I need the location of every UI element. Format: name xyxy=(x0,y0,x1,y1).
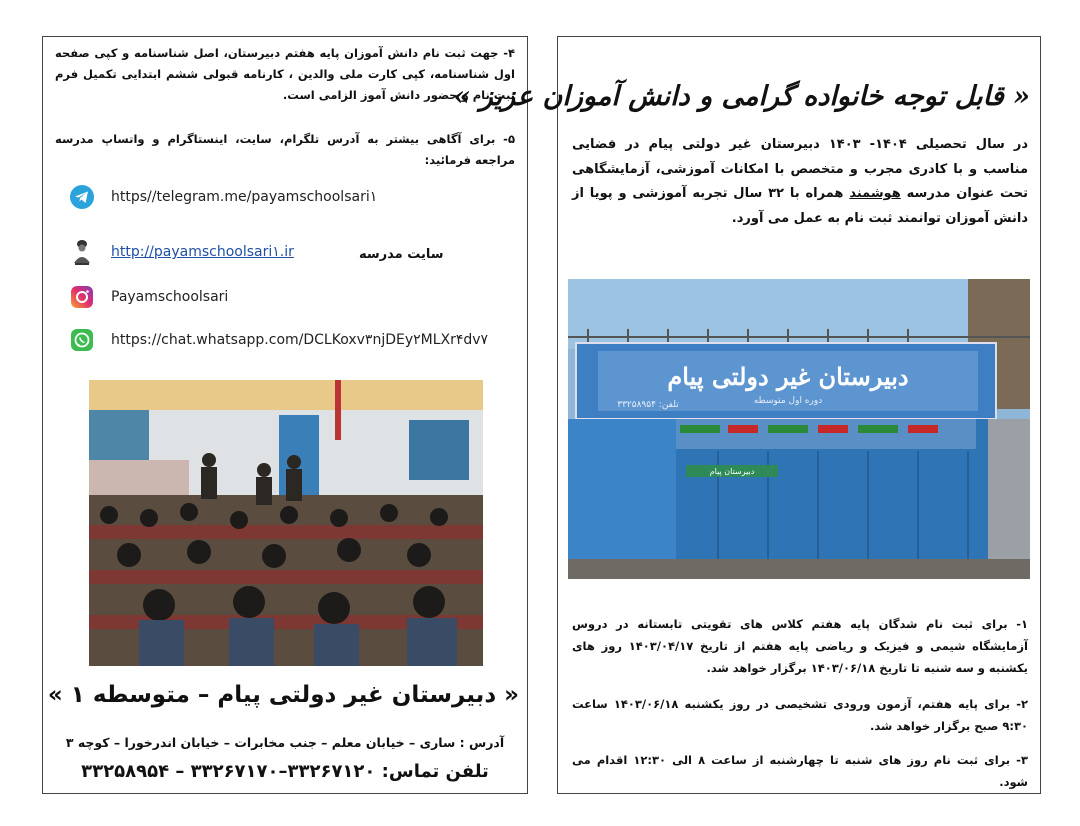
right-flyer-panel xyxy=(453,36,1041,794)
classroom-photo xyxy=(89,380,483,666)
intro-smart-word: هوشمند xyxy=(849,186,901,201)
whatsapp-link[interactable]: https://chat.whatsapp.com/DCLKoxv۳njDEy۲MLXr۴dv۷ xyxy=(111,332,489,348)
info-item-1: ۱- برای ثبت نام شدگان پایه هفتم کلاس های تقویتی تابستانه در دروس آزمایشگاه شیمی و فیزیک و ریاضی پایه هفتم از تاریخ ۱۴۰۳/۰۴/۱۷ روز های یکشنبه و سه شنبه تا تاریخ ۱۴۰۳/۰۶/۱۸ برگزار خواهد شد. xyxy=(572,617,1028,675)
instagram-handle[interactable]: Payamschoolsari xyxy=(111,289,229,305)
school-address: آدرس : ساری – خیابان معلم – جنب مخابرات – خیابان اندرخورا – کوچه ۳ xyxy=(65,735,505,750)
school-gate-photo xyxy=(568,279,1030,579)
sign-subtitle: دوره اول متوسطه xyxy=(753,396,823,406)
instagram-icon xyxy=(69,284,95,310)
intro-paragraph xyxy=(572,133,1028,231)
instagram-row[interactable] xyxy=(69,283,515,311)
website-link[interactable]: http://payamschoolsari۱.ir xyxy=(111,244,294,260)
sign-phone: تلفن: ۳۳۲۵۸۹۵۴ xyxy=(617,400,679,410)
requirements-item-4: ۴- جهت ثبت نام دانش آموزان پایه هفتم دبیرستان، اصل شناسنامه و کپی صفحه اول شناسنامه، کپی کارت ملی والدین ، کارنامه قبولی ششم ابتدایی تکمیل فرم ثبت نام و حضور دانش آموز الزامی است. xyxy=(55,46,515,102)
intro-text-end: همراه با ۳۲ سال تجربه آموزشی و پویا از دانش آموزان توانمند ثبت نام به عمل می آورد. xyxy=(572,186,1028,226)
info-item-2: ۲- برای پایه هفتم، آزمون ورودی تشخیصی در روز یکشنبه ۱۴۰۳/۰۶/۱۸ ساعت ۹:۳۰ صبح برگزار خواهد شد. xyxy=(572,697,1028,733)
intro-text-start: در سال تحصیلی ۱۴۰۴- ۱۴۰۳ دبیرستان غیر دولتی پیام در فضایی مناسب و با کادری مجرب و متخصص با امکانات آموزشی، آزمایشگاهی تحت عنوان مدرسه xyxy=(572,137,1028,201)
calligraphy-headline: « قابل توجه خانواده گرامی و دانش آموزان عزیز » xyxy=(453,81,1030,112)
sign-title: دبیرستان غیر دولتی پیام xyxy=(667,362,909,391)
whatsapp-icon xyxy=(69,327,95,353)
info-item-3: ۳- برای ثبت نام روز های شنبه تا چهارشنبه از ساعت ۸ الی ۱۲:۳۰ اقدام می شود. xyxy=(572,753,1028,789)
contact-item-5: ۵- برای آگاهی بیشتر به آدرس تلگرام، سایت، اینستاگرام و واتساپ مدرسه مراجعه فرمائید: xyxy=(55,132,515,167)
website-row[interactable] xyxy=(69,238,515,266)
school-phone: تلفن تماس: ۳۳۲۶۷۱۲۰–۳۳۲۶۷۱۷۰ – ۳۳۲۵۸۹۵۴ xyxy=(81,761,489,782)
website-label: سایت مدرسه xyxy=(359,247,444,262)
gate-plate: دبیرستان پیام xyxy=(709,467,755,476)
left-flyer-panel xyxy=(42,36,528,794)
telegram-icon xyxy=(69,184,95,210)
telegram-link[interactable]: https//telegram.me/payamschoolsari۱ xyxy=(111,189,378,205)
whatsapp-row[interactable] xyxy=(69,326,515,354)
telegram-row[interactable] xyxy=(69,183,515,211)
soldier-icon xyxy=(69,239,95,265)
school-title: « دبیرستان غیر دولتی پیام – متوسطه ۱ » xyxy=(47,682,519,708)
